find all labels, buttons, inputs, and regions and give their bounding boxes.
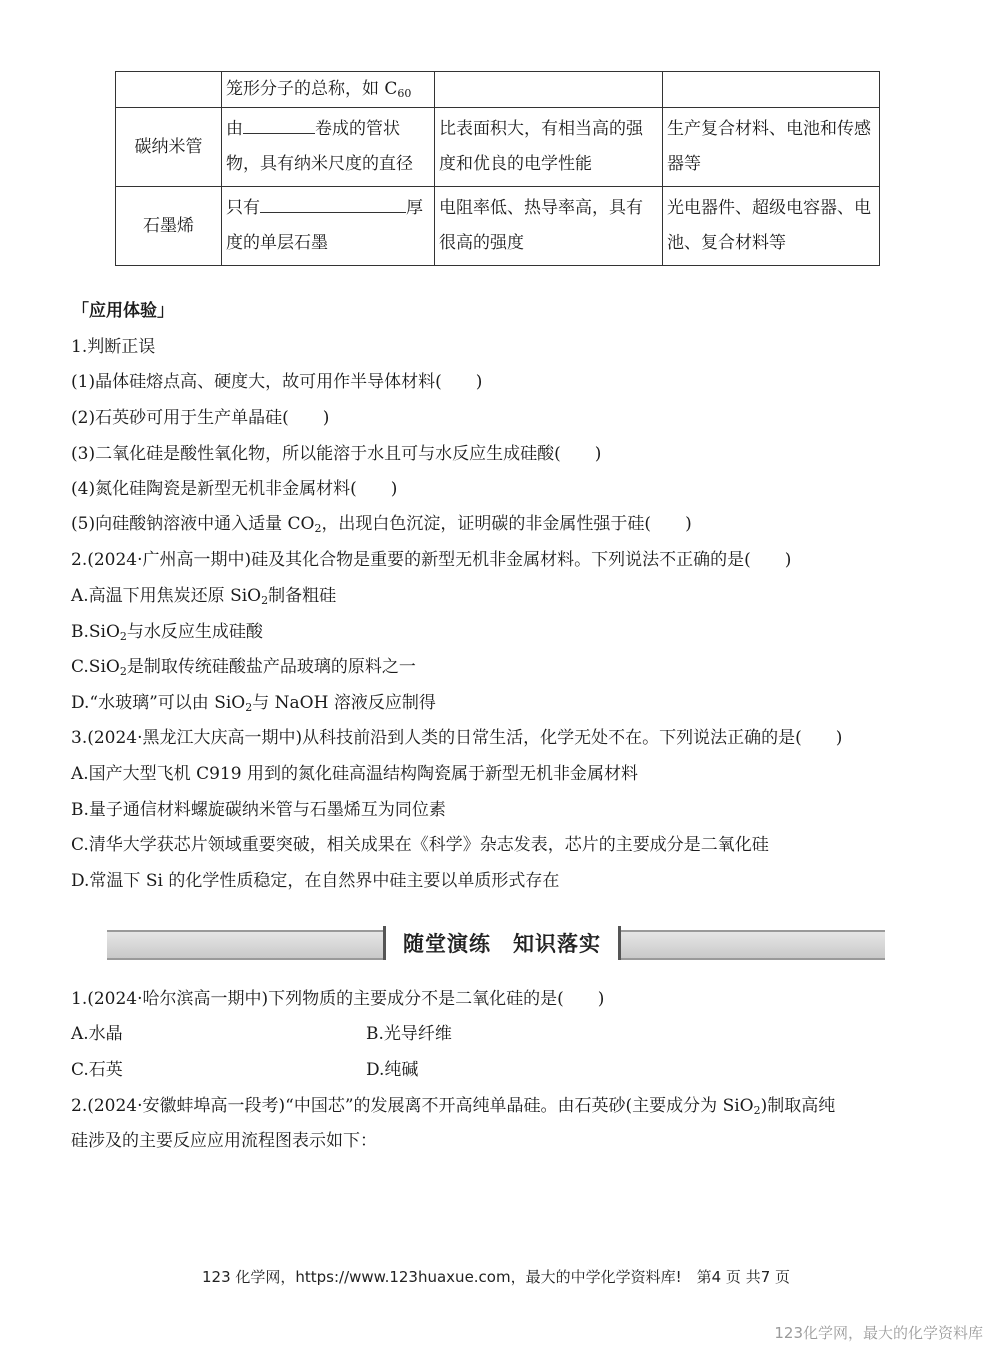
option-c: C.SiO$_2$是制取传统硅酸盐产品玻璃的原料之一	[71, 657, 416, 678]
question-stem: 2.(2024·安徽蚌埠高一段考)“中国芯”的发展离不开高纯单晶硅。由石英砂(主要成分为 SiO$_2$)制取高纯	[71, 1096, 836, 1117]
structure-cell: 只有 厚度的单层石墨	[222, 187, 435, 266]
question-stem: 1.(2024·哈尔滨高一期中)下列物质的主要成分不是二氧化硅的是( )	[71, 989, 605, 1009]
carbon-materials-table	[115, 71, 880, 266]
question-stem: 2.(2024·广州高一期中)硅及其化合物是重要的新型无机非金属材料。下列说法不正确的是( )	[71, 550, 792, 570]
option-a: A.高温下用焦炭还原 SiO$_2$制备粗硅	[71, 586, 337, 607]
option-d: D.“水玻璃”可以由 SiO$_2$与 NaOH 溶液反应制得	[71, 693, 436, 714]
material-name-cell: 石墨烯	[116, 187, 222, 266]
option-a: A.水晶	[71, 1024, 123, 1044]
watermark: 123化学网，最大的化学资料库	[774, 1324, 983, 1342]
option-d: D.常温下 Si 的化学性质稳定，在自然界中硅主要以单质形式存在	[71, 871, 560, 891]
section-banner	[107, 926, 885, 960]
option-b: B.SiO$_2$与水反应生成硅酸	[71, 622, 263, 643]
option-b: B.光导纤维	[366, 1024, 452, 1044]
material-name-cell	[116, 72, 222, 108]
question-stem: 3.(2024·黑龙江大庆高一期中)从科技前沿到人类的日常生活，化学无处不在。下列说法正确的是( )	[71, 728, 843, 748]
option-a: A.国产大型飞机 C919 用到的氮化硅高温结构陶瓷属于新型无机非金属材料	[71, 764, 638, 784]
banner-label: 随堂演练 知识落实	[383, 926, 621, 960]
option-b: B.量子通信材料螺旋碳纳米管与石墨烯互为同位素	[71, 800, 446, 820]
use-cell	[663, 72, 880, 108]
judgement-item: (1)晶体硅熔点高、硬度大，故可用作半导体材料( )	[71, 372, 483, 392]
property-cell	[435, 72, 663, 108]
judgement-item: (2)石英砂可用于生产单晶硅( )	[71, 408, 330, 428]
table-row	[116, 187, 880, 266]
material-name-cell: 碳纳米管	[116, 108, 222, 187]
use-cell: 生产复合材料、电池和传感器等	[663, 108, 880, 187]
fill-blank	[243, 115, 315, 134]
option-c: C.清华大学获芯片领域重要突破，相关成果在《科学》杂志发表，芯片的主要成分是二氧化硅	[71, 835, 769, 855]
structure-cell: 由 卷成的管状物，具有纳米尺度的直径	[222, 108, 435, 187]
option-c: C.石英	[71, 1060, 123, 1080]
property-cell: 电阻率低、热导率高，具有很高的强度	[435, 187, 663, 266]
judgement-item: (5)向硅酸钠溶液中通入适量 $CO_2$，出现白色沉淀，证明碳的非金属性强于硅( )	[71, 514, 692, 535]
structure-cell: 笼形分子的总称，如 $C_{60}$	[222, 72, 435, 108]
option-d: D.纯碱	[366, 1060, 419, 1080]
section-heading: 「应用体验」	[72, 301, 174, 321]
page-footer: 123 化学网，https://www.123huaxue.com，最大的中学化学资料库! 第4 页 共7 页	[201, 1268, 791, 1286]
judgement-item: (4)氮化硅陶瓷是新型无机非金属材料( )	[71, 479, 398, 499]
question-stem-continued: 硅涉及的主要反应应用流程图表示如下：	[71, 1131, 377, 1151]
question-title: 1.判断正误	[71, 337, 156, 357]
judgement-item: (3)二氧化硅是酸性氧化物，所以能溶于水且可与水反应生成硅酸( )	[71, 444, 602, 464]
fill-blank	[260, 194, 406, 213]
property-cell: 比表面积大，有相当高的强度和优良的电学性能	[435, 108, 663, 187]
table-row	[116, 72, 880, 108]
table-row	[116, 108, 880, 187]
use-cell: 光电器件、超级电容器、电池、复合材料等	[663, 187, 880, 266]
